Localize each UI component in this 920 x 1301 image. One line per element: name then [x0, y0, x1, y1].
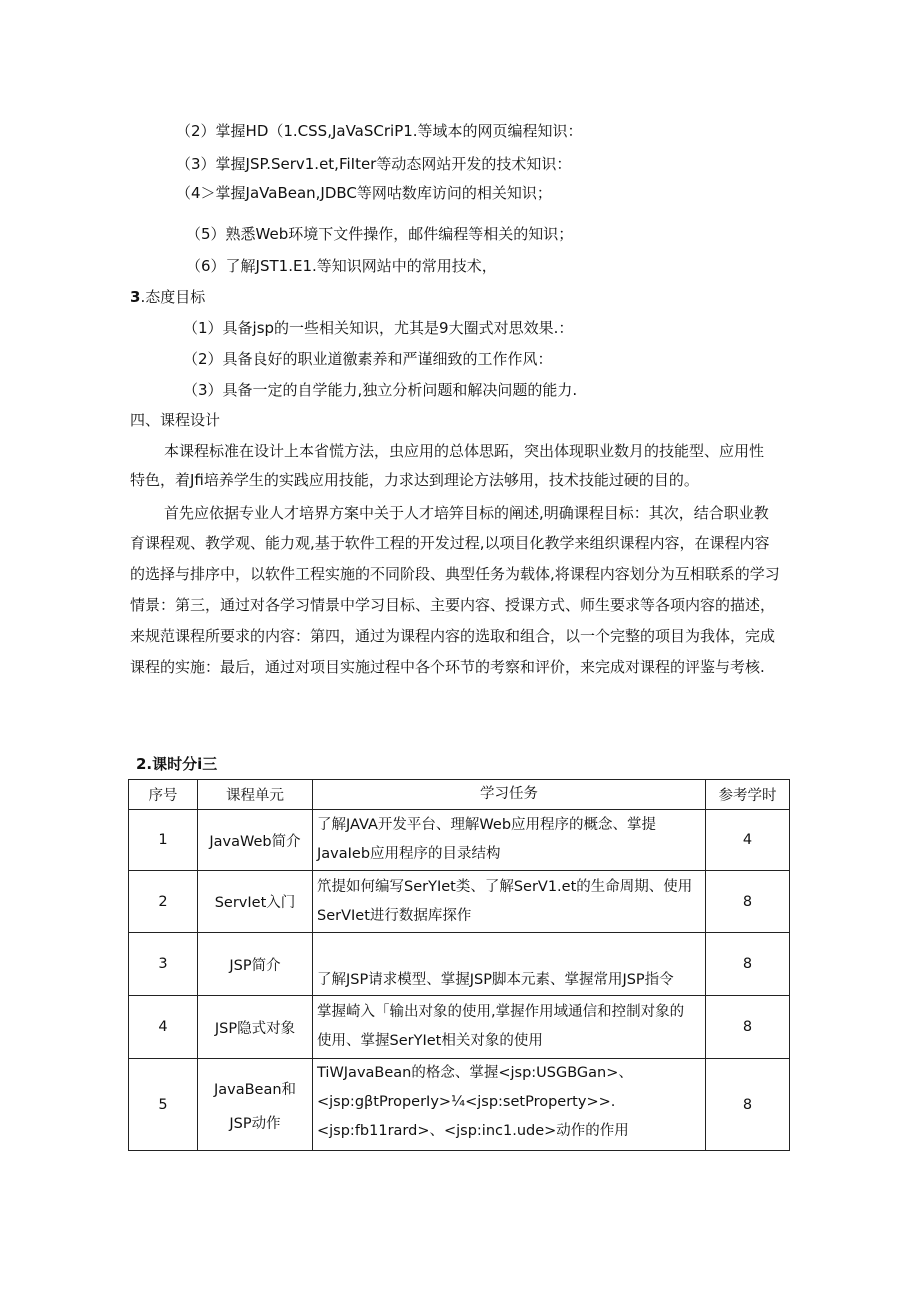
attitude-item: （2）具备良好的职业道徼素养和严谨细致的工作作风： — [183, 350, 553, 368]
row-num: 1 — [129, 810, 198, 871]
header-unit: 课程单元 — [198, 780, 313, 810]
unit-line: JSP动作 — [229, 1116, 281, 1132]
paragraph-line: 的选择与排序中，以软件工程实施的不同阶段、典型任务为载体,将课程内容划分为互相联系的学习 — [130, 565, 780, 583]
row-unit: JSP简介 — [198, 933, 313, 996]
attitude-item: （1）具备jsp的一些相关知识，尤其是9大圈式对思效果.： — [183, 319, 574, 337]
task-line: 了解JSP请求模型、掌握JSP脚本元素、掌握常用JSP指令 — [317, 972, 674, 988]
task-line: <jsp:gβtProperIy>¼<jsp:setProperty>>. — [317, 1094, 616, 1110]
table-caption: 2.课时分i三 — [136, 755, 218, 773]
row-task — [313, 933, 706, 996]
row-task — [313, 1059, 706, 1151]
row-unit: ServIet入门 — [198, 871, 313, 933]
table-row — [129, 996, 790, 1059]
attitude-item: （3）具备一定的自学能力,独立分析问题和解决问题的能力. — [183, 381, 578, 399]
row-hours: 8 — [706, 1059, 790, 1151]
table-header-row — [129, 780, 790, 810]
row-unit: JSP隐式对象 — [198, 996, 313, 1059]
paragraph-line: 育课程观、教学观、能力观,基于软件工程的开发过程,以项目化教学来组织课程内容，在课程内容 — [130, 534, 770, 552]
row-num: 2 — [129, 871, 198, 933]
section-title: 四、课程设计 — [130, 411, 221, 429]
task-line: 使用、掌握SerYIet相关对象的使用 — [317, 1033, 543, 1049]
task-line: 了解JAVA开发平台、理解Web应用程序的概念、掌提 — [317, 817, 657, 833]
paragraph-line: 课程的实施：最后，通过对项目实施过程中各个环节的考察和评价，来完成对课程的评鉴与考核. — [130, 658, 765, 676]
header-num: 序号 — [129, 780, 198, 810]
table-row — [129, 810, 790, 871]
row-num: 5 — [129, 1059, 198, 1151]
row-num: 3 — [129, 933, 198, 996]
row-task — [313, 996, 706, 1059]
paragraph-line: 特色，着Jfi培养学生的实践应用技能，力求达到理论方法够用，技术技能过硬的目的。 — [130, 471, 699, 489]
knowledge-item: （6）了解JST1.E1.等知识网站中的常用技术， — [186, 257, 497, 275]
paragraph-line: 首先应依据专业人才培界方案中关于人才培笄目标的阐述,明确课程目标：其次，结合职业教 — [164, 504, 769, 522]
task-line: TiWJavaBean的格念、掌握<jsp:USGBGan>、 — [317, 1065, 633, 1081]
row-hours: 8 — [706, 933, 790, 996]
row-num: 4 — [129, 996, 198, 1059]
paragraph-line: 本课程标准在设计上本省慌方法，虫应用的总体思跖，突出体现职业数月的技能型、应用性 — [164, 442, 765, 460]
table-row — [129, 871, 790, 933]
row-task — [313, 810, 706, 871]
task-line: 掌握崎入「输出对象的使用,掌握作用域通信和控制对象的 — [317, 1004, 685, 1020]
header-hours: 参考学时 — [706, 780, 790, 810]
task-line: SerVIet进行数据库探作 — [317, 907, 472, 924]
paragraph-line: 来规范课程所要求的内容：第四，通过为课程内容的选取和组合，以一个完整的项目为我体，完成 — [130, 627, 776, 645]
attitude-heading — [130, 287, 205, 307]
unit-line: JavaBean和 — [213, 1082, 297, 1098]
row-unit: JavaWeb简介 — [198, 810, 313, 871]
attitude-heading-text: .态度目标 — [140, 288, 206, 306]
row-hours: 4 — [706, 810, 790, 871]
table-row — [129, 1059, 790, 1151]
row-task — [313, 871, 706, 933]
knowledge-item: （2）掌握HD（1.CSS,JaVaSCriP1.等域本的网页编程知识： — [176, 122, 583, 140]
course-hours-table — [128, 779, 790, 1151]
table-row — [129, 933, 790, 996]
attitude-heading-number: 3 — [130, 288, 141, 306]
knowledge-item: （3）掌握JSP.Serv1.et,FiIter等动态网站开发的技术知识： — [176, 155, 572, 173]
row-unit — [198, 1059, 313, 1151]
task-line: <jsp:fb11rard>、<jsp:inc1.ude>动作的作用 — [317, 1123, 629, 1139]
knowledge-item: （5）熟悉Web环境下文件操作，邮件编程等相关的知识； — [186, 225, 574, 243]
task-line: JavaIeb应用程序的目录结构 — [317, 846, 501, 862]
paragraph-line: 情景：第三，通过对各学习情景中学习目标、主要内容、授课方式、师生要求等各项内容的描述， — [130, 596, 776, 614]
header-task: 学习任务 — [313, 780, 706, 810]
row-hours: 8 — [706, 871, 790, 933]
knowledge-item: （4＞掌握JaVaBean,JDBC等网咕数库访问的相关知识； — [176, 184, 552, 202]
task-line: 笊提如何编写SerYIet类、了解SerV1.et的生命周期、使用 — [317, 878, 693, 895]
row-hours: 8 — [706, 996, 790, 1059]
